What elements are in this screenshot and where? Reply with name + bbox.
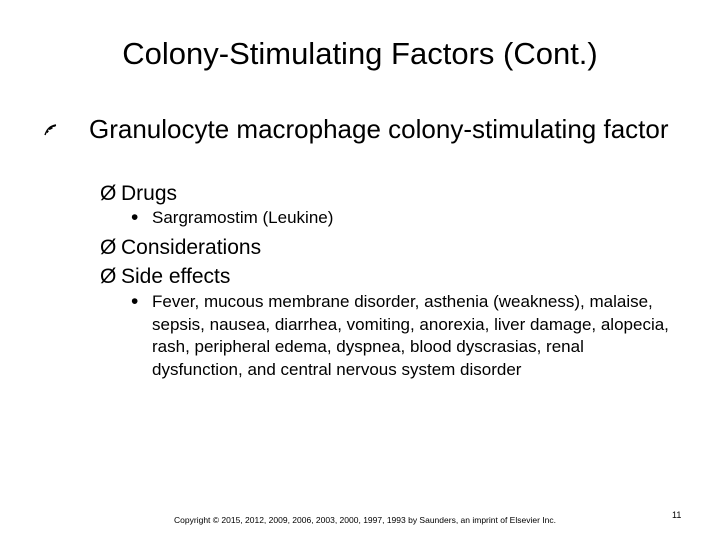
- page-number: 11: [672, 510, 682, 520]
- considerations-heading: Considerations: [121, 236, 262, 259]
- dot-bullet-icon: •: [131, 290, 139, 313]
- copyright-text: Copyright © 2015, 2012, 2009, 2006, 2003, 2000, 1997, 1993 by Saunders, an imprint of Elsevier Inc.: [174, 515, 556, 525]
- dot-bullet-icon: •: [131, 206, 139, 229]
- slide-title: Colony-Stimulating Factors (Cont.): [122, 36, 598, 71]
- arrow-bullet-icon: Ø: [100, 236, 117, 259]
- drugs-item-text: Sargramostim (Leukine): [152, 208, 334, 227]
- side-effects-item-text: Fever, mucous membrane disorder, asthenia (weakness), malaise, sepsis, nausea, diarrhea, vomiting, anorexia, liver damage, alopecia, rash, peripheral edema, dyspnea, blood dyscrasias, renal dysfunction, and central nervous system disorder: [152, 292, 669, 379]
- decorative-flower-bullet-icon: [44, 123, 58, 137]
- level1-text: Granulocyte macrophage colony-stimulating factor: [89, 114, 669, 144]
- arrow-bullet-icon: Ø: [100, 265, 117, 288]
- arrow-bullet-icon: Ø: [100, 182, 117, 205]
- side-effects-heading: Side effects: [121, 265, 231, 288]
- drugs-heading: Drugs: [121, 182, 178, 205]
